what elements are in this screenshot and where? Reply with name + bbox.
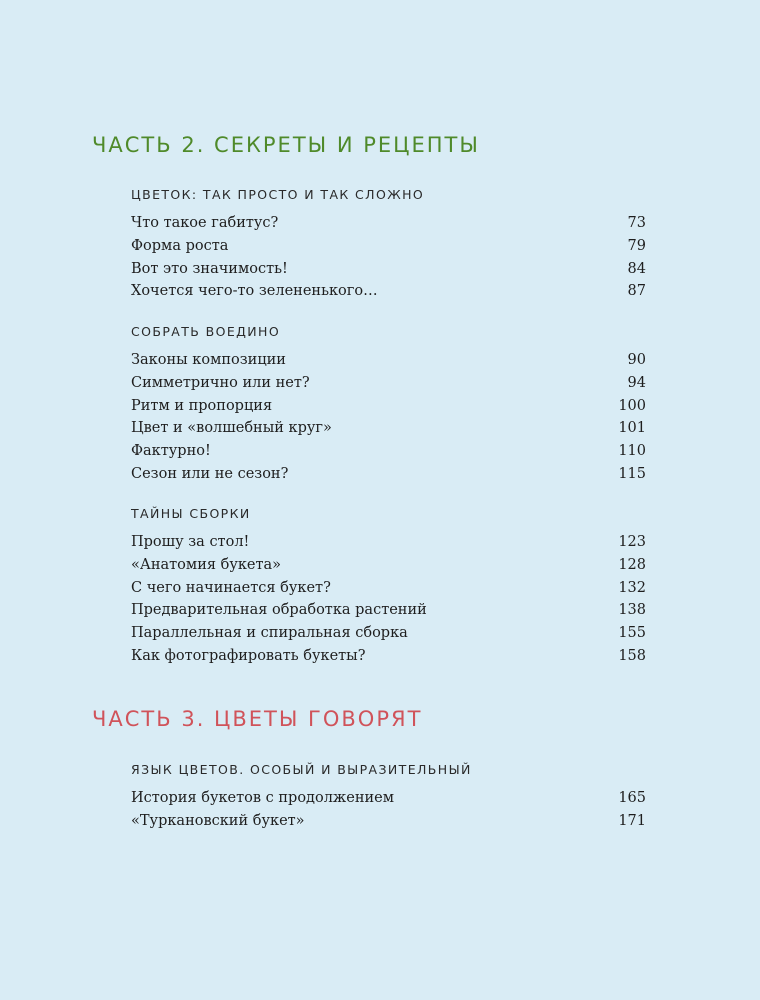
toc-entry[interactable]	[131, 599, 646, 622]
entry-page-number: 155	[618, 625, 646, 642]
entry-page-number: 171	[618, 812, 646, 829]
entry-list	[131, 212, 646, 303]
entry-page-number: 123	[618, 534, 646, 550]
toc-entry[interactable]	[131, 417, 646, 440]
toc-entry[interactable]	[131, 372, 646, 395]
entry-title: Ритм и пропорция	[131, 397, 273, 414]
entry-title: Хочется чего-то зелененького…	[131, 283, 378, 300]
entry-page-number: 101	[618, 420, 646, 437]
toc-entry[interactable]	[131, 212, 646, 235]
entry-page-number: 84	[627, 260, 646, 277]
entry-title: «Анатомия букета»	[131, 556, 282, 573]
entry-page-number: 94	[627, 374, 646, 391]
toc-entry[interactable]	[131, 280, 646, 303]
part-title: ЧАСТЬ 3. ЦВЕТЫ ГОВОРЯТ	[92, 707, 423, 731]
section-title: СОБРАТЬ ВОЕДИНО	[131, 324, 281, 339]
toc-entry[interactable]	[131, 810, 646, 833]
entry-title: Как фотографировать букеты?	[131, 647, 366, 664]
entry-page-number: 158	[618, 647, 646, 664]
entry-title: Цвет и «волшебный круг»	[131, 420, 332, 437]
entry-page-number: 138	[618, 602, 646, 619]
toc-entry[interactable]	[131, 645, 646, 668]
entry-title: Симметрично или нет?	[131, 374, 310, 391]
entry-title: Форма роста	[131, 237, 229, 254]
part-title: ЧАСТЬ 2. СЕКРЕТЫ И РЕЦЕПТЫ	[92, 133, 480, 157]
entry-title: Прошу за стол!	[131, 534, 250, 550]
entry-page-number: 165	[618, 790, 646, 806]
section-flower	[131, 186, 646, 303]
toc-entry[interactable]	[131, 531, 646, 554]
section-compose	[131, 323, 646, 486]
entry-title: История букетов с продолжением	[131, 790, 395, 806]
entry-title: «Туркановский букет»	[131, 812, 305, 829]
section-title: ТАЙНЫ СБОРКИ	[131, 506, 251, 521]
entry-page-number: 132	[618, 579, 646, 596]
entry-page-number: 90	[627, 352, 646, 368]
entry-title: Фактурно!	[131, 443, 211, 460]
toc-entry[interactable]	[131, 395, 646, 418]
entry-title: Вот это значимость!	[131, 260, 288, 277]
entry-title: Предварительная обработка растений	[131, 602, 427, 619]
entry-page-number: 79	[627, 237, 646, 254]
toc-entry[interactable]	[131, 440, 646, 463]
toc-entry[interactable]	[131, 554, 646, 577]
toc-entry[interactable]	[131, 349, 646, 372]
entry-page-number: 128	[618, 556, 646, 573]
section-title: ЯЗЫК ЦВЕТОВ. ОСОБЫЙ И ВЫРАЗИТЕЛЬНЫЙ	[131, 762, 472, 777]
toc-entry[interactable]	[131, 622, 646, 645]
entry-page-number: 115	[618, 465, 646, 482]
entry-list	[131, 787, 646, 833]
entry-title: Законы композиции	[131, 352, 286, 368]
entry-page-number: 73	[627, 215, 646, 231]
entry-page-number: 110	[618, 443, 646, 460]
entry-title: Параллельная и спиральная сборка	[131, 625, 408, 642]
section-assembly	[131, 505, 646, 668]
entry-page-number: 100	[618, 397, 646, 414]
entry-title: Что такое габитус?	[131, 215, 279, 231]
section-title: ЦВЕТОК: ТАК ПРОСТО И ТАК СЛОЖНО	[131, 187, 425, 202]
entry-list	[131, 349, 646, 486]
entry-list	[131, 531, 646, 668]
toc-entry[interactable]	[131, 787, 646, 810]
entry-page-number: 87	[627, 283, 646, 300]
entry-title: С чего начинается букет?	[131, 579, 331, 596]
section-flower-language	[131, 761, 646, 833]
toc-entry[interactable]	[131, 235, 646, 258]
toc-entry[interactable]	[131, 463, 646, 486]
toc-entry[interactable]	[131, 258, 646, 281]
toc-entry[interactable]	[131, 577, 646, 600]
entry-title: Сезон или не сезон?	[131, 465, 289, 482]
